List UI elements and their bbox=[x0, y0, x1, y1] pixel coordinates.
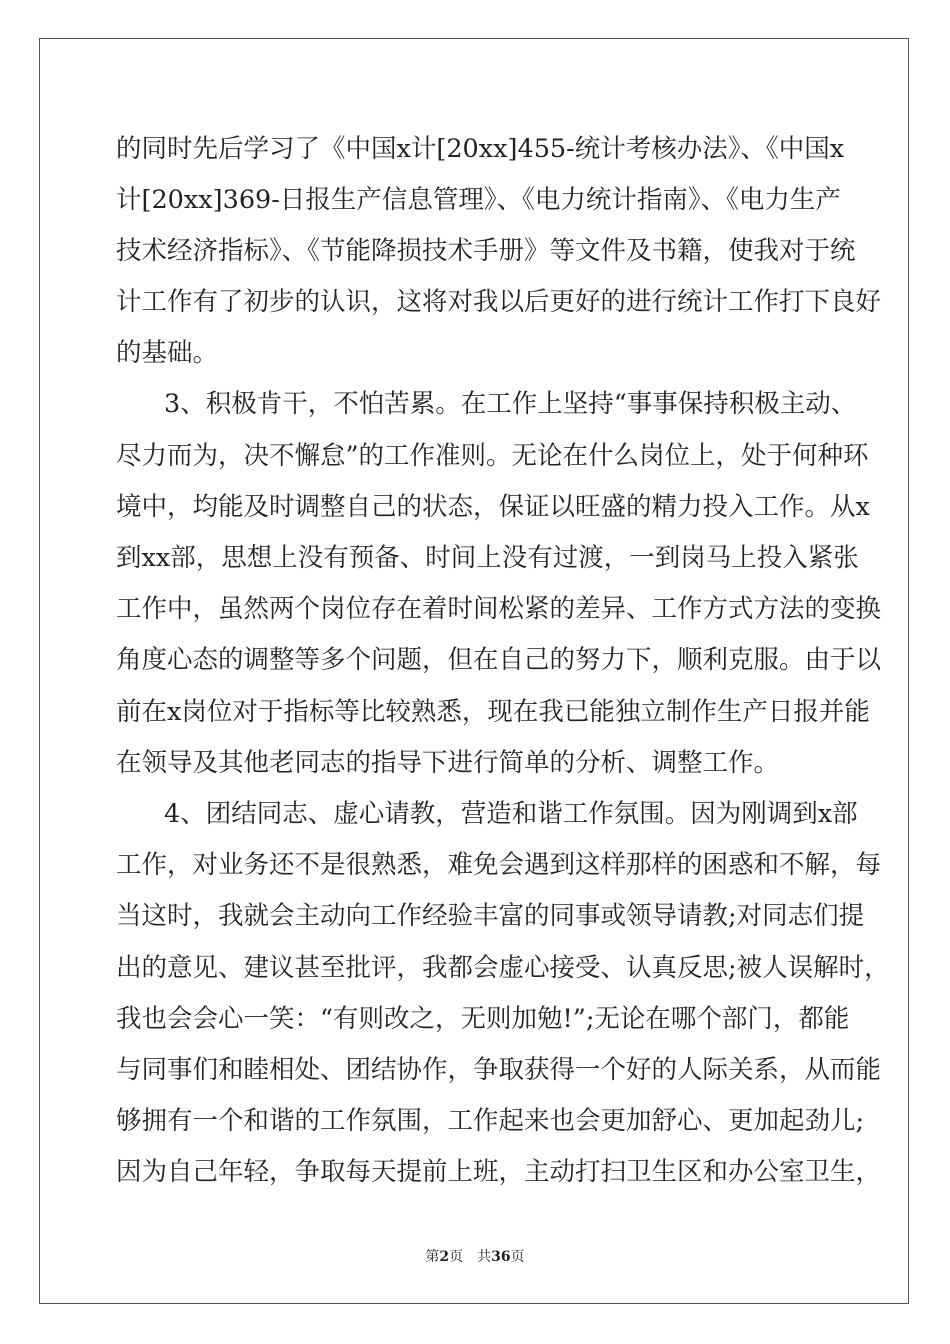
total-suffix: 页 bbox=[510, 1249, 525, 1265]
total-prefix: 共 bbox=[477, 1249, 492, 1265]
text-line: 到xx部，思想上没有预备、时间上没有过渡，一到岗马上投入紧张 bbox=[116, 543, 859, 573]
paragraph-start-line: 3、积极肯干，不怕苦累。在工作上坚持“事事保持积极主动、 bbox=[164, 389, 857, 419]
text-line: 在领导及其他老同志的指导下进行简单的分析、调整工作。 bbox=[116, 748, 780, 778]
text-line: 我也会会心一笑：“有则改之，无则加勉!”;无论在哪个部门，都能 bbox=[116, 1004, 850, 1034]
text-line: 前在x岗位对于指标等比较熟悉，现在我已能独立制作生产日报并能 bbox=[116, 697, 870, 727]
page-suffix: 页 bbox=[449, 1249, 464, 1265]
paragraph-start-line: 4、团结同志、虚心请教，营造和谐工作氛围。因为刚调到x部 bbox=[164, 799, 858, 829]
text-line: 计[20xx]369-日报生产信息管理》、《电力统计指南》、《电力生产 bbox=[116, 185, 841, 215]
total-pages: 36 bbox=[491, 1249, 511, 1265]
text-line: 境中，均能及时调整自己的状态，保证以旺盛的精力投入工作。从x bbox=[116, 492, 870, 522]
text-line: 够拥有一个和谐的工作氛围，工作起来也会更加舒心、更加起劲儿; bbox=[116, 1106, 865, 1136]
page-number: 2 bbox=[439, 1249, 450, 1265]
text-line: 的基础。 bbox=[116, 338, 219, 368]
page-footer bbox=[0, 1246, 950, 1266]
text-line: 技术经济指标》、《节能降损技术手册》等文件及书籍，使我对于统 bbox=[116, 236, 856, 266]
text-line: 与同事们和睦相处、团结协作，争取获得一个好的人际关系，从而能 bbox=[116, 1055, 882, 1085]
text-line: 计工作有了初步的认识，这将对我以后更好的进行统计工作打下良好 bbox=[116, 287, 882, 317]
page-prefix: 第 bbox=[425, 1249, 440, 1265]
text-line: 当这时，我就会主动向工作经验丰富的同事或领导请教;对同志们提 bbox=[116, 901, 865, 931]
text-line: 角度心态的调整等多个问题，但在自己的努力下，顺利克服。由于以 bbox=[116, 645, 882, 675]
text-line: 因为自己年轻，争取每天提前上班，主动打扫卫生区和办公室卫生， bbox=[116, 1157, 882, 1187]
text-line: 工作中，虽然两个岗位存在着时间松紧的差异、工作方式方法的变换 bbox=[116, 594, 882, 624]
text-line: 的同时先后学习了《中国x计[20xx]455-统计考核办法》、《中国x bbox=[116, 134, 845, 164]
text-line: 出的意见、建议甚至批评，我都会虚心接受、认真反思;被人误解时， bbox=[116, 953, 890, 983]
text-line: 尽力而为，决不懈怠”的工作准则。无论在什么岗位上，处于何种环 bbox=[116, 441, 869, 471]
text-line: 工作，对业务还不是很熟悉，难免会遇到这样那样的困惑和不解，每 bbox=[116, 850, 882, 880]
